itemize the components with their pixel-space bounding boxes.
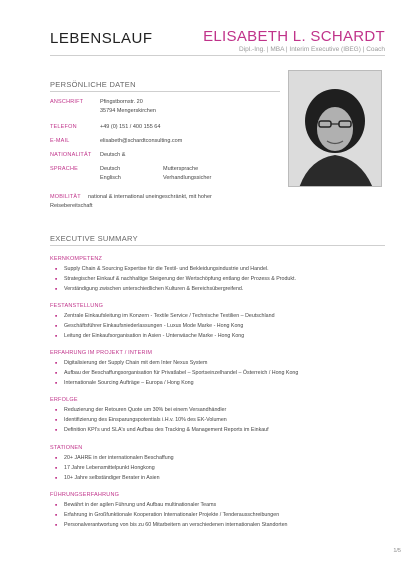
label-email: E-MAIL (50, 138, 70, 144)
value-city: 35794 Mengerskirchen (100, 108, 156, 114)
list-item: ■ Strategischer Einkauf & nachhaltige Steigerung der Wertschöpfung entlang der Prozess & Produkt. (64, 276, 296, 282)
candidate-subtitle: Dipl.-Ing. | MBA | Interim Executive (IBEG) | Coach (239, 46, 385, 53)
list-item: ■ Geschäftsführer Einkaufsniederlassungen - Luxus Mode Marke - Hong Kong (64, 323, 243, 329)
list-item: ■ Digitalisierung der Supply Chain mit dem Inter Nexus System (64, 360, 207, 366)
list-item: ■ 10+ Jahre selbständiger Berater in Asien (64, 475, 160, 481)
list-item: ■ Zentrale Einkaufsleitung im Konzern - Textile Service / Technische Textilien – Deutschland (64, 313, 275, 319)
value-street: Pfingstbornstr. 20 (100, 99, 143, 105)
label-nationalitaet: NATIONALITÄT (50, 152, 92, 158)
list-item: ■ Leitung der Einkaufsorganisation in Asien - Unterwäsche Marke - Hong Kong (64, 333, 244, 339)
list-item: ■ Reduzierung der Retouren Quote um 30% bei einem Versandhändler (64, 407, 226, 413)
label-mobilitaet: MOBILITÄT (50, 194, 81, 200)
value-mobilitaet: national & international uneingeschränkt, mit hoher (88, 194, 212, 200)
list-item: ■ Verständigung zwischen unterschiedlichen Kulturen & Bereichsübergreifend. (64, 286, 243, 292)
value-language-1: Deutsch (100, 166, 121, 172)
group-erfolge-title: ERFOLGE (50, 397, 78, 403)
group-fuehrung-title: FÜHRUNGSERFAHRUNG (50, 492, 120, 498)
label-anschrift: ANSCHRIFT (50, 99, 84, 105)
label-sprache: SPRACHE (50, 166, 78, 172)
group-interim-title: ERFAHRUNG IM PROJEKT / INTERIM (50, 350, 153, 356)
list-item: ■ Supply Chain & Sourcing Expertise für die Textil- und Bekleidungsindustrie und Handel. (64, 266, 269, 272)
value-email: elisabeth@schardtconsulting.com (100, 138, 183, 144)
label-telefon: TELEFON (50, 124, 77, 130)
list-item: ■ 20+ JAHRE in der internationalen Beschaffung (64, 455, 174, 461)
personal-divider (50, 91, 280, 92)
group-festanstellung-title: FESTANSTELLUNG (50, 303, 104, 309)
group-kernkompetenz-title: KERNKOMPETENZ (50, 256, 103, 262)
value-language-1-level: Muttersprache (163, 166, 199, 172)
summary-divider (50, 245, 385, 246)
group-stationen-title: STATIONEN (50, 445, 83, 451)
document-title: LEBENSLAUF (50, 30, 153, 47)
value-mobilitaet-cont: Reisebereitschaft (50, 203, 93, 209)
list-item: ■ Aufbau der Beschaffungsorganisation für Privatlabel – Sportseinzelhandel – Österreich / Hong Kong (64, 370, 298, 376)
portrait-photo (288, 70, 382, 187)
section-heading-personal: PERSÖNLICHE DATEN (50, 80, 136, 89)
section-heading-summary: EXECUTIVE SUMMARY (50, 234, 138, 243)
list-item: ■ Definition KPI's und SLA's und Aufbau des Tracking & Management Reports im Einkauf (64, 427, 269, 433)
header-divider (50, 55, 385, 56)
list-item: ■ Erfahrung in Großfunktionale Kooperation Internationaler Projekte / Tenderausschreibungen (64, 512, 279, 518)
value-nationalitaet: Deutsch & (100, 152, 126, 158)
list-item: ■ Identifizierung des Einsparungspotentials i.H.v. 10% des EK-Volumen (64, 417, 227, 423)
list-item: ■ Personalverantwortung von bis zu 60 Mitarbeitern an verschiedenen internationalen Standorten (64, 522, 288, 528)
list-item: ■ Bewährt in der agilen Führung und Aufbau multinationaler Teams (64, 502, 216, 508)
page-number: 1/5 (393, 548, 401, 554)
value-language-2-level: Verhandlungssicher (163, 175, 212, 181)
value-telefon: +49 (0) 151 / 400 155 64 (100, 124, 161, 130)
candidate-name: ELISABETH L. SCHARDT (203, 28, 385, 45)
list-item: ■ 17 Jahre Lebensmittelpunkt Hongkong (64, 465, 155, 471)
value-language-2: Englisch (100, 175, 121, 181)
list-item: ■ Internationale Sourcing Aufträge – Europa / Hong Kong (64, 380, 194, 386)
portrait-image (289, 71, 382, 187)
